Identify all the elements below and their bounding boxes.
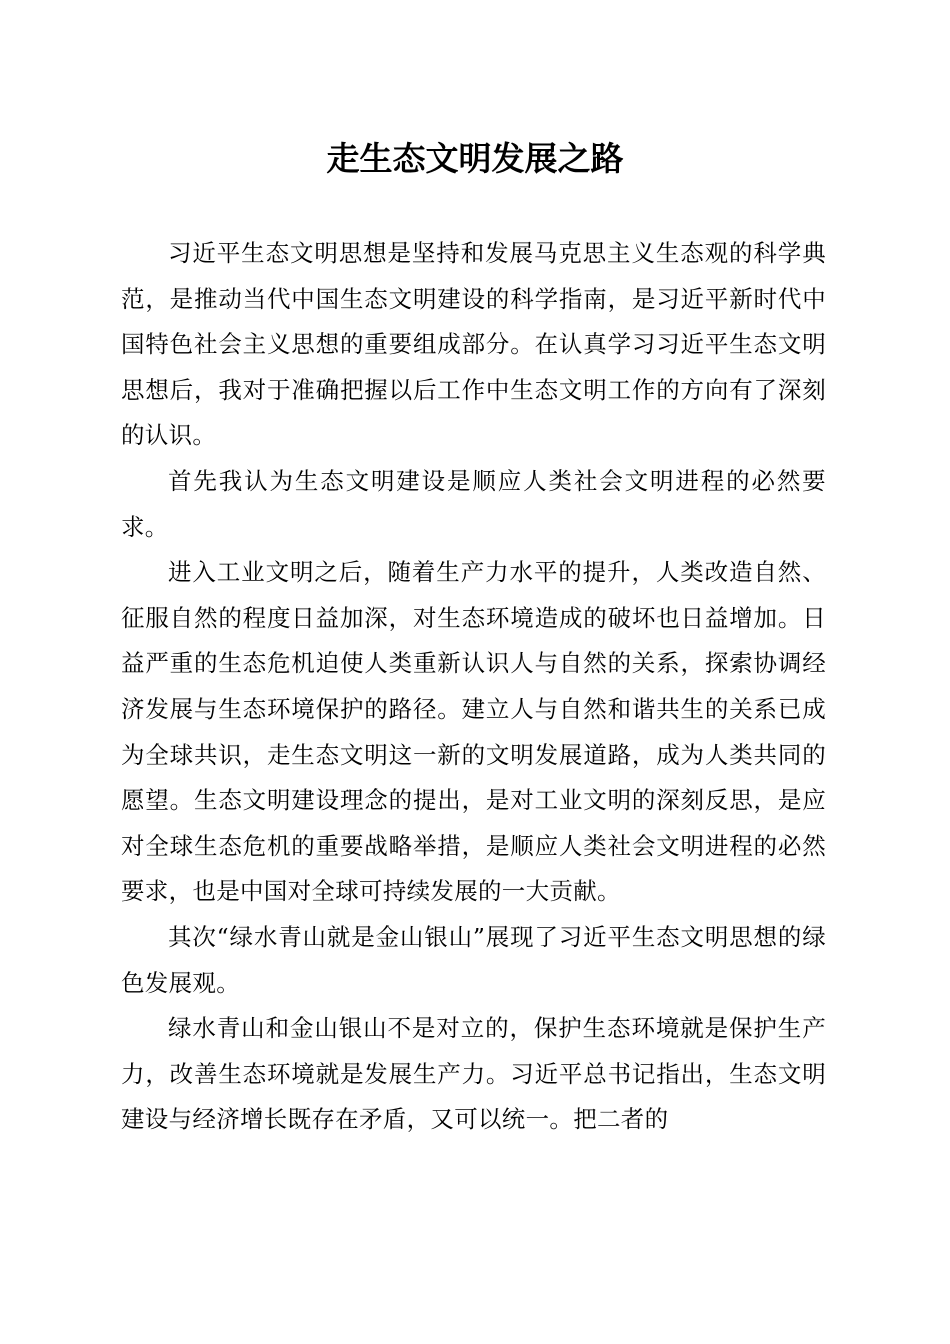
paragraph-intro: 习近平生态文明思想是坚持和发展马克思主义生态观的科学典范，是推动当代中国生态文明建设的科学指南，是习近平新时代中国特色社会主义思想的重要组成部分。在认真学习习近平生态文明思想后，我对于准确把握以后工作中生态文明工作的方向有了深刻的认识。 (121, 239, 826, 450)
paragraph-second-point: 其次“绿水青山就是金山银山”展现了习近平生态文明思想的绿色发展观。 (121, 922, 826, 997)
document-body (121, 231, 826, 1143)
document-title: 走生态文明发展之路 (326, 139, 624, 178)
paragraph-industrial-civilization: 进入工业文明之后，随着生产力水平的提升，人类改造自然、征服自然的程度日益加深，对生态环境造成的破坏也日益增加。日益严重的生态危机迫使人类重新认识人与自然的关系，探索协调经济发展与生态环境保护的路径。建立人与自然和谐共生的关系已成为全球共识，走生态文明这一新的文明发展道路，成为人类共同的愿望。生态文明建设理念的提出，是对工业文明的深刻反思，是应对全球生态危机的重要战略举措，是顺应人类社会文明进程的必然要求，也是中国对全球可持续发展的一大贡献。 (121, 558, 826, 906)
paragraph-green-mountains: 绿水青山和金山银山不是对立的，保护生态环境就是保护生产力，改善生态环境就是发展生产力。习近平总书记指出，生态文明建设与经济增长既存在矛盾，又可以统一。把二者的 (121, 1014, 826, 1134)
paragraph-first-point: 首先我认为生态文明建设是顺应人类社会文明进程的必然要求。 (121, 466, 826, 541)
